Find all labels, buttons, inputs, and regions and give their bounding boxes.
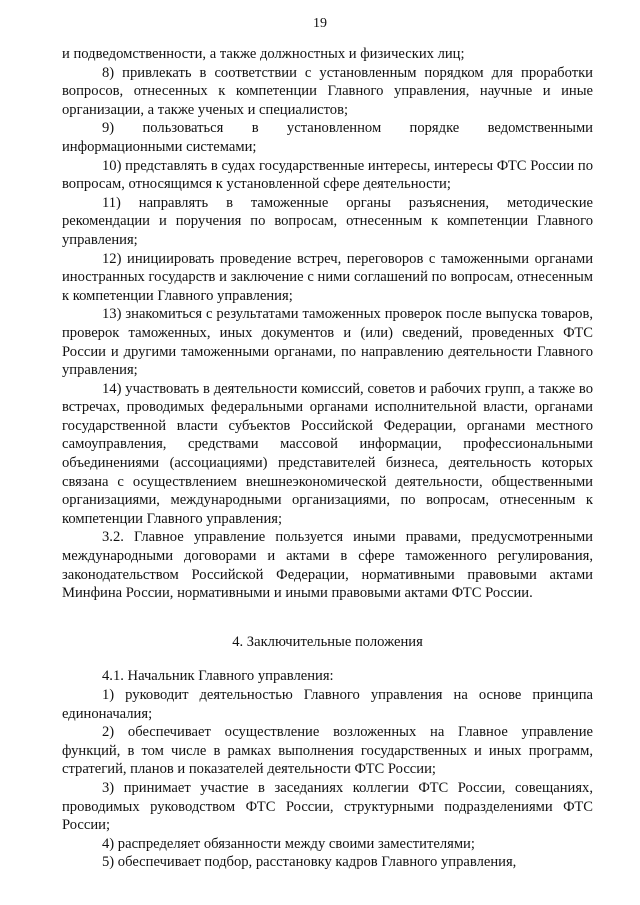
paragraph-item-14: 14) участвовать в деятельности комиссий, советов и рабочих групп, а также во встречах, проводимых федеральными органами исполнительной власти, органами государственной власти субъектов Российской Федерации, органами местного самоуправления, средствами массовой информации, профессиональными объединениями (ассоциациями) представителей бизнеса, деятельность которых связана с осуществлением внешнеэкономической деятельности, общественными организациями, международными организациями, по вопросам, отнесенным к компетенции Главного управления; (62, 380, 593, 527)
paragraph-item-9: 9) пользоваться в установленном порядке ведомственными информационными системами; (62, 120, 593, 155)
paragraph-duty-1: 1) руководит деятельностью Главного управления на основе принципа единоначалия; (62, 687, 593, 722)
paragraph-4-1: 4.1. Начальник Главного управления: (102, 668, 334, 685)
paragraph-item-12: 12) инициировать проведение встреч, переговоров с таможенными органами иностранных государств и заключение с ними соглашений по вопросам, отнесенным к компетенции Главного управления; (62, 250, 593, 304)
section-heading: 4. Заключительные положения (232, 633, 423, 650)
paragraph-item-13: 13) знакомиться с результатами таможенных проверок после выпуска товаров, проверок таможенных, иных документов и (или) сведений, проведенных ФТС России и другими таможенными органами, по направлению деятельности Главного управления; (62, 306, 593, 379)
paragraph-duty-4: 4) распределяет обязанности между своими заместителями; (102, 835, 475, 852)
paragraph-item-11: 11) направлять в таможенные органы разъяснения, методические рекомендации и поручения по вопросам, отнесенным к компетенции Главного управления; (62, 194, 593, 248)
paragraph-item-10: 10) представлять в судах государственные интересы, интересы ФТС России по вопросам, относящимся к установленной сфере деятельности; (62, 157, 593, 193)
paragraph-duty-5: 5) обеспечивает подбор, расстановку кадров Главного управления, (102, 854, 517, 871)
paragraph-3-2: 3.2. Главное управление пользуется иными правами, предусмотренными международными договорами и актами в сфере таможенного регулирования, законодательством Российской Федерации, нормативными правовыми актами Минфина России, нормативными и иными правовыми актами ФТС России. (62, 529, 593, 602)
paragraph-continuation: и подведомственности, а также должностных и физических лиц; (62, 46, 465, 62)
paragraph-duty-3: 3) принимает участие в заседаниях коллегии ФТС России, совещаниях, проводимых руководством ФТС России, структурными подразделениями ФТС России; (62, 779, 593, 834)
page-number: 19 (313, 16, 327, 31)
paragraph-duty-2: 2) обеспечивает осуществление возложенных на Главное управление функций, в том числе в рамках выполнения государственных и иных программ, стратегий, планов и показателей деятельности ФТС России; (62, 724, 593, 778)
document-body (62, 45, 593, 872)
paragraph-item-8: 8) привлекать в соответствии с установленным порядком для проработки вопросов, отнесенных к компетенции Главного управления, научные и иные организации, а также ученых и специалистов; (62, 64, 593, 118)
